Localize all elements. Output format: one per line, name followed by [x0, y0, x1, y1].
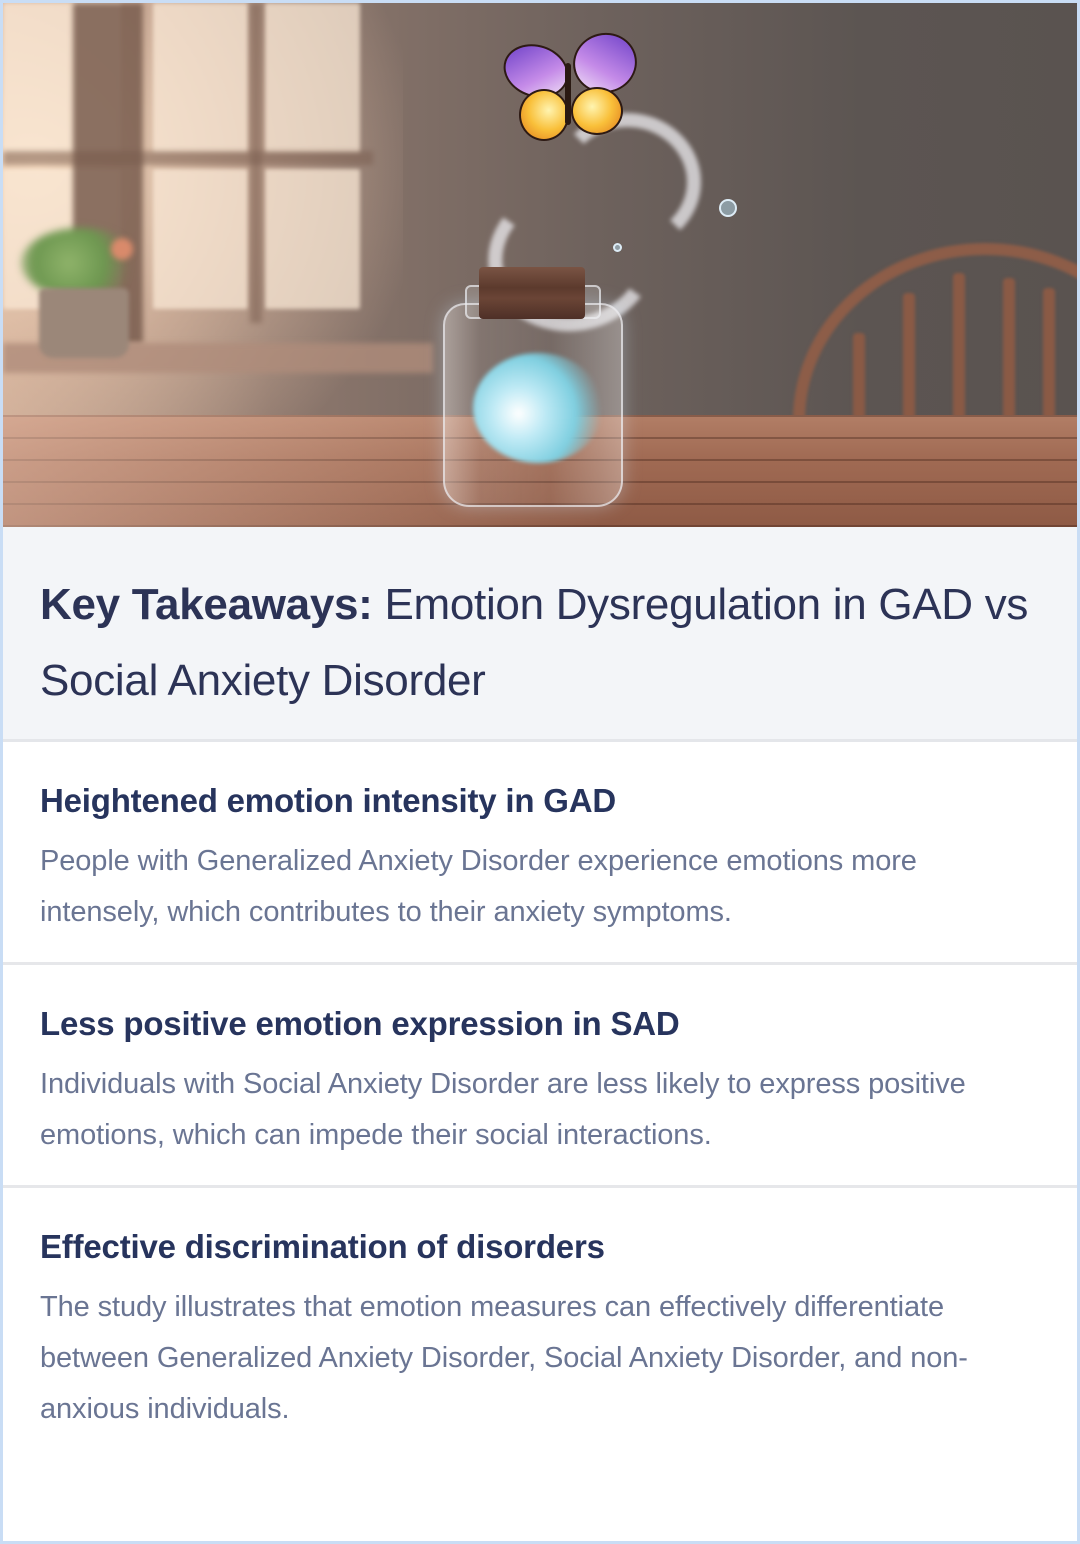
flower-icon	[111, 238, 133, 260]
bubble-icon	[719, 199, 737, 217]
title-text: Emotion Dysregulation in GAD vs Social Anxiety Disorder	[40, 580, 1029, 705]
takeaway-item	[3, 742, 1077, 965]
page-title	[40, 567, 1040, 719]
butterfly-icon	[503, 33, 633, 143]
title-prefix: Key Takeaways:	[40, 580, 373, 629]
takeaway-item	[3, 1188, 1077, 1459]
cork-icon	[479, 267, 585, 319]
swirl-icon	[473, 353, 603, 463]
takeaway-body: The study illustrates that emotion measures can effectively differentiate between Generalized Anxiety Disorder, Social Anxiety Disorder, and non-anxious individuals.	[40, 1291, 968, 1425]
takeaway-item	[3, 965, 1077, 1188]
takeaway-heading: Effective discrimination of disorders	[40, 1228, 605, 1265]
hero-image	[3, 3, 1077, 527]
title-band	[3, 527, 1077, 742]
takeaway-body: People with Generalized Anxiety Disorder experience emotions more intensely, which contributes to their anxiety symptoms.	[40, 845, 917, 928]
takeaway-heading: Heightened emotion intensity in GAD	[40, 782, 617, 819]
takeaway-body: Individuals with Social Anxiety Disorder are less likely to express positive emotions, which can impede their social interactions.	[40, 1068, 966, 1151]
plant-pot-icon	[39, 288, 129, 358]
takeaway-heading: Less positive emotion expression in SAD	[40, 1005, 680, 1042]
takeaways-card	[3, 3, 1077, 1541]
